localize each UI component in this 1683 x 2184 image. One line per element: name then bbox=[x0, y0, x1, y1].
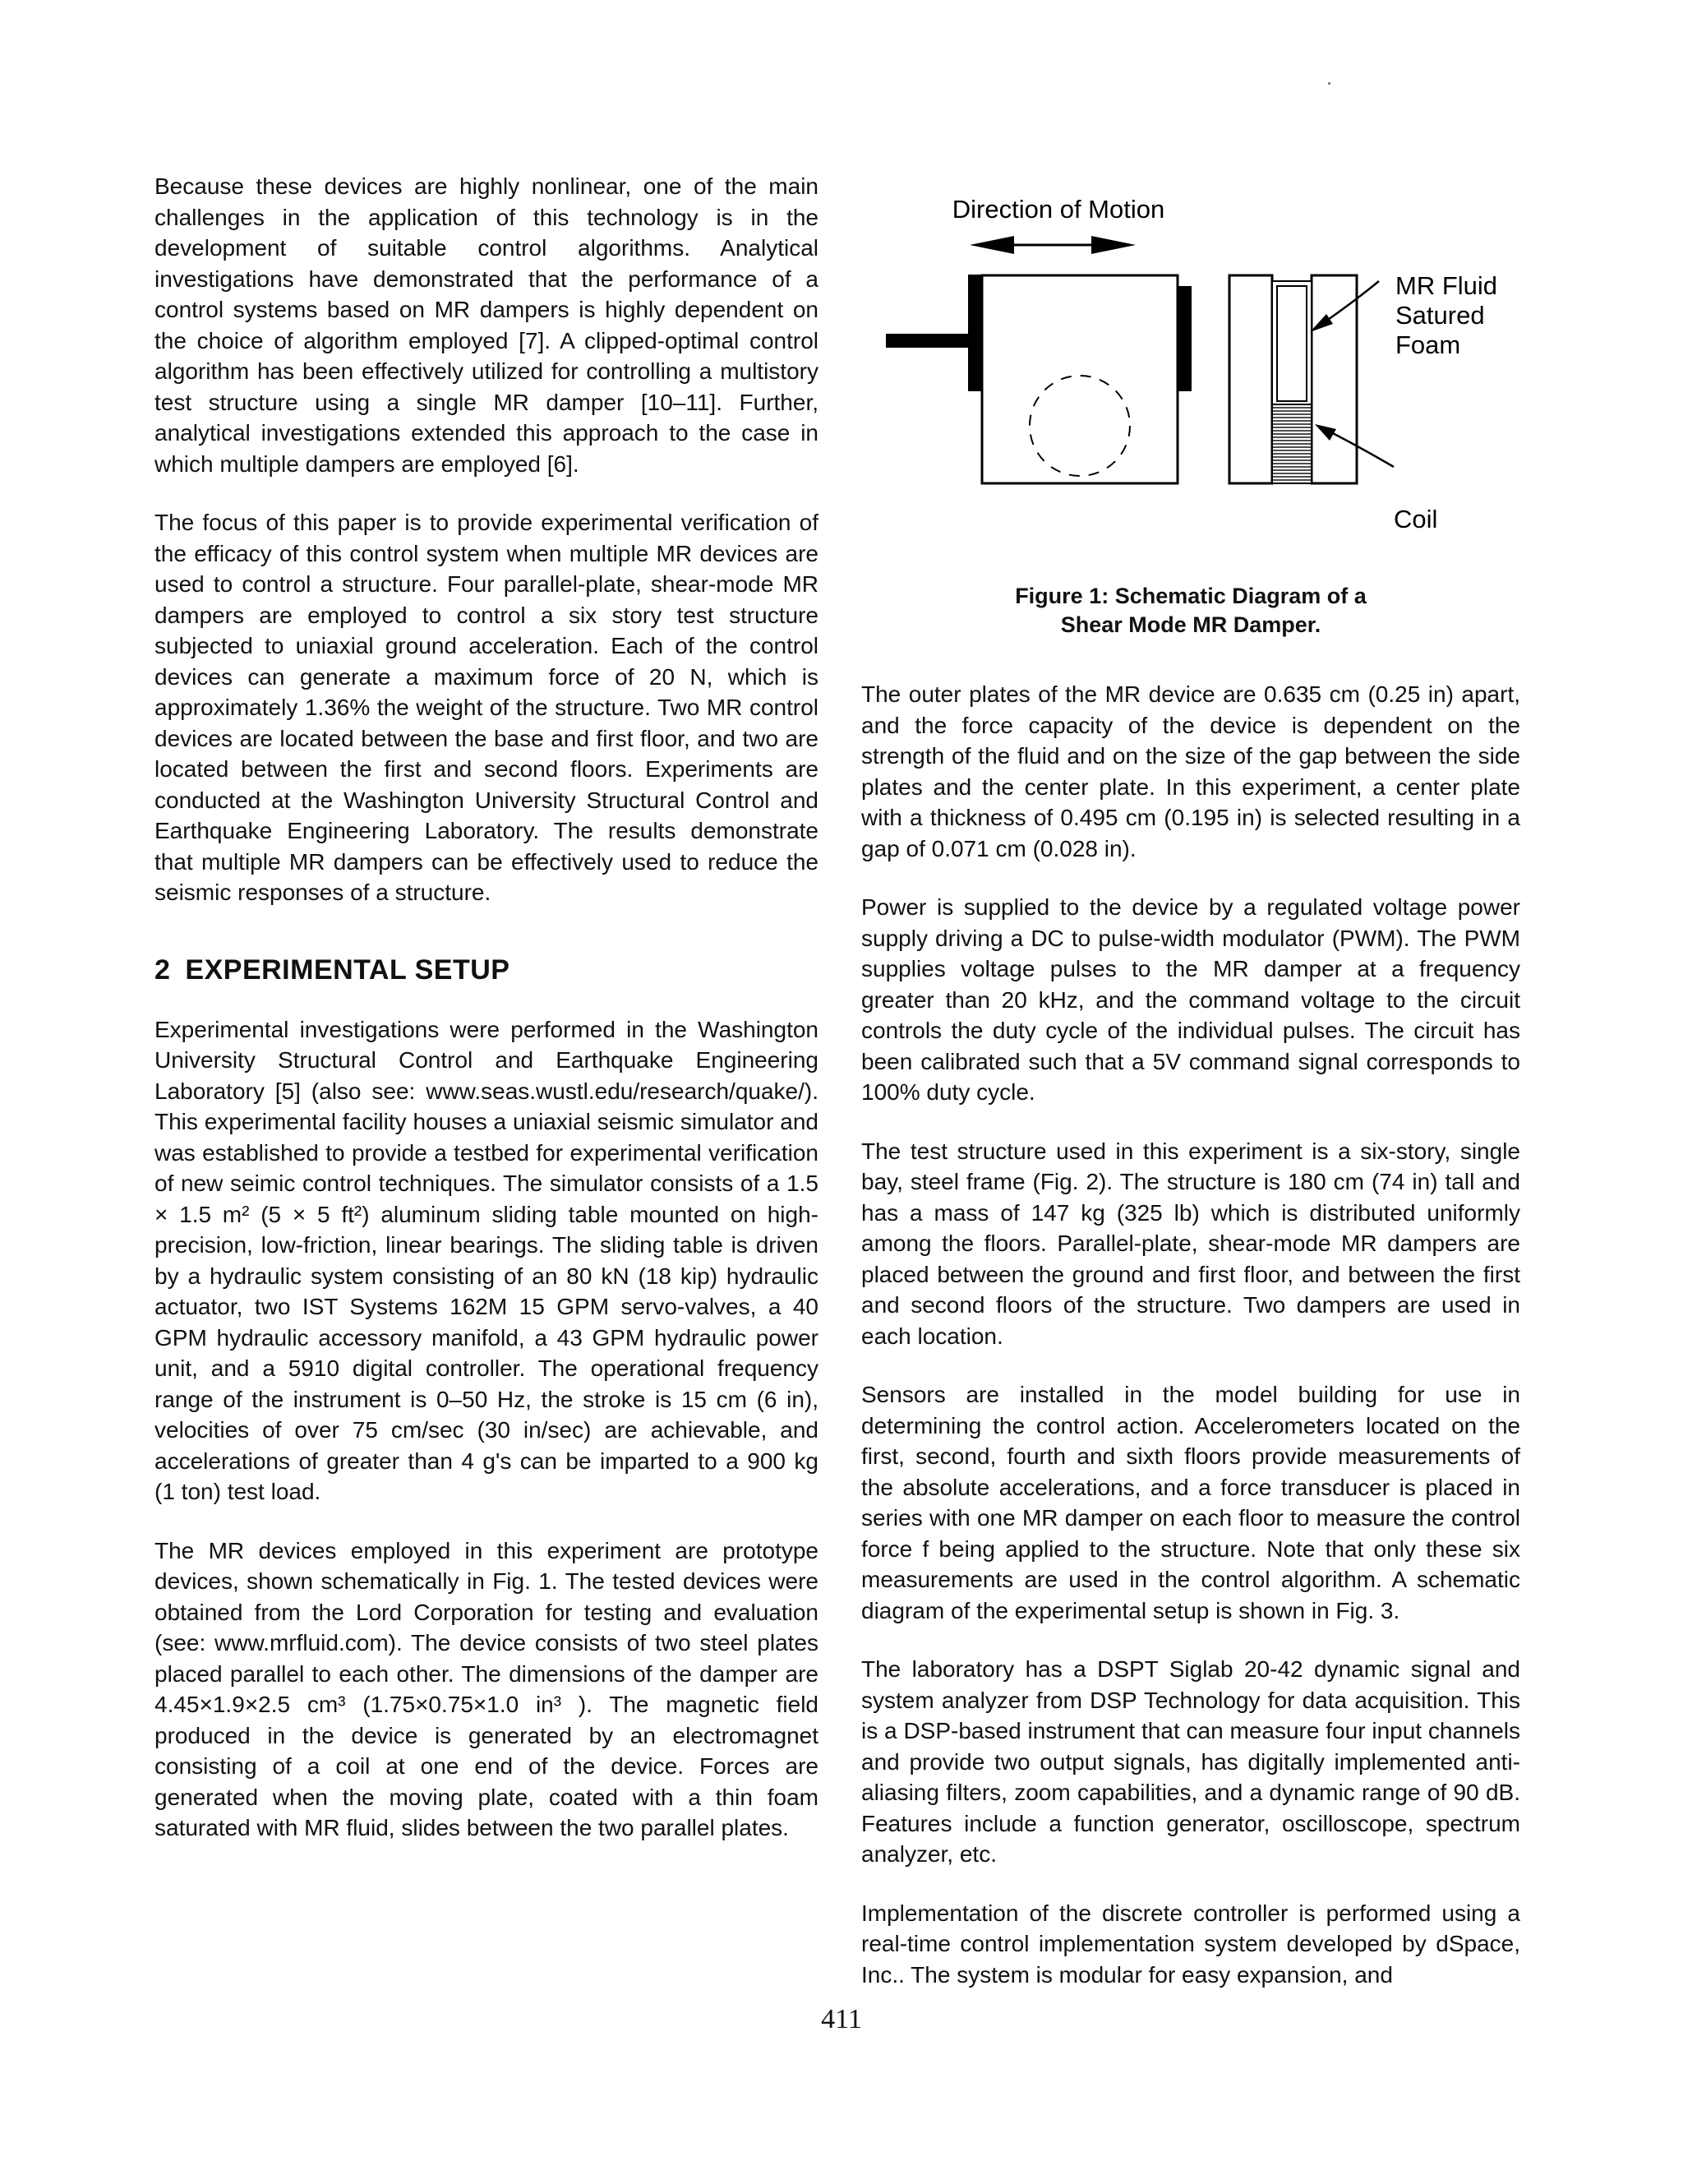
section-title: EXPERIMENTAL SETUP bbox=[185, 953, 510, 986]
paragraph: The laboratory has a DSPT Siglab 20-42 dynamic signal and system analyzer from DSP Technology for data acquisition. This is a DSP-based instrument that can measure four input channels and provide two output signals, has digitally implemented anti-aliasing filters, zoom capabilities, and a dynamic range of 90 dB. Features include a function generator, oscilloscope, spectrum analyzer, etc. bbox=[861, 1656, 1520, 1867]
caption-line: Shear Mode MR Damper. bbox=[1060, 612, 1321, 637]
damper-side-view bbox=[1229, 275, 1357, 483]
paragraph: Sensors are installed in the model building for use in determining the control action. Accelerometers located on the first, second, fourth and sixth floors provide measurements of the absolute accelerations, and a force transducer is placed in series with one MR damper on each floor to measure the control force f being applied to the structure. Note that only these six measurements are used in the control algorithm. A schematic diagram of the experimental setup is shown in Fig. 3. bbox=[861, 1382, 1520, 1623]
section-heading bbox=[154, 954, 818, 986]
paragraph: Because these devices are highly nonlinear, one of the main challenges in the application of this technology is in the development of suitable control algorithms. Analytical investigations have demonstrated that the performance of a control systems based on MR dampers is highly dependent on the choice of algorithm employed [7]. A clipped-optimal control algorithm has been effectively utilized for controlling a multistory test structure using a single MR damper [10–11]. Further, analytical investigations extended this approach to the case in which multiple dampers are employed [6]. bbox=[154, 173, 818, 477]
paragraph: Experimental investigations were performed in the Washington University Structural Control and Earthquake Engineering Laboratory [5] (also see: www.seas.wustl.edu/research/quake/). This experimental facility houses a uniaxial seismic simulator and was established to provide a testbed for experimental verification of new seimic control techniques. The simulator consists of a 1.5 × 1.5 m² (5 × 5 ft²) aluminum sliding table mounted on high-precision, low-friction, linear bearings. The sliding table is driven by a hydraulic system consisting of an 80 kN (18 kip) hydraulic actuator, two IST Systems 162M 15 GPM servo-valves, a 40 GPM hydraulic accessory manifold, a 43 GPM hydraulic power unit, and a 5910 digital controller. The operational frequency range of the instrument is 0–50 Hz, the stroke is 15 cm (6 in), velocities of over 75 cm/sec (30 in/sec) are achievable, and accelerations of greater than 4 g's can be imparted to a 900 kg (1 ton) test load. bbox=[154, 1016, 818, 1504]
double-arrow-icon bbox=[970, 236, 1136, 254]
paragraph: The focus of this paper is to provide experimental verification of the efficacy of this control system when multiple MR devices are used to control a structure. Four parallel-plate, shear-mode MR dampers are employed to control a six story test structure subjected to uniaxial ground acceleration. Each of the control devices can generate a maximum force of 20 N, which is approximately 1.36% the weight of the structure. Two MR control devices are located between the base and first floor, and two are located between the first and second floors. Experiments are conducted at the Washington University Structural Control and Earthquake Engineering Laboratory. The results demonstrate that multiple MR dampers can be effectively used to reduce the seismic responses of a structure. bbox=[154, 510, 818, 905]
paragraph: Implementation of the discrete controller is performed using a real-time control implementation system developed by dSpace, Inc.. The system is modular for easy expansion, and bbox=[861, 1900, 1520, 1988]
right-column bbox=[861, 679, 1520, 2018]
section-number: 2 bbox=[154, 953, 171, 986]
figure-1 bbox=[861, 189, 1520, 649]
scan-speck bbox=[1328, 82, 1330, 85]
direction-label: Direction of Motion bbox=[952, 195, 1165, 224]
fluid-label: Foam bbox=[1395, 330, 1461, 359]
left-column bbox=[154, 171, 818, 1872]
fluid-label: Satured bbox=[1395, 301, 1485, 330]
moving-plate bbox=[886, 275, 1192, 483]
paragraph: The outer plates of the MR device are 0.635 cm (0.25 in) apart, and the force capacity of the device is dependent on the strength of the fluid and on the size of the gap between the side plates and the center plate. In this experiment, a center plate with a thickness of 0.495 cm (0.195 in) is selected resulting in a gap of 0.071 cm (0.028 in). bbox=[861, 681, 1520, 861]
page-number: 411 bbox=[821, 2004, 862, 2034]
paragraph: The MR devices employed in this experiment are prototype devices, shown schematically in Fig. 1. The tested devices were obtained from the Lord Corporation for testing and evaluation (see: www.mrfluid.com). The device consists of two steel plates placed parallel to each other. The dimensions of the damper are 4.45×1.9×2.5 cm³ (1.75×0.75×1.0 in³ ). The magnetic field produced in the device is generated by an electromagnet consisting of a coil at one end of the device. Forces are generated when the moving plate, coated with a thin foam saturated with MR fluid, slides between the two parallel plates. bbox=[154, 1537, 818, 1840]
fluid-label: MR Fluid bbox=[1395, 271, 1498, 300]
caption-line: Figure 1: Schematic Diagram of a bbox=[1015, 584, 1367, 608]
coil-label: Coil bbox=[1394, 505, 1438, 533]
damper-schematic bbox=[861, 189, 1520, 559]
paragraph: The test structure used in this experiment is a six-story, single bay, steel frame (Fig. 2). The structure is 180 cm (74 in) tall and has a mass of 147 kg (325 lb) which is distributed uniformly among the floors. Parallel-plate, shear-mode MR dampers are placed between the ground and first floor, and between the first and second floors of the structure. Two dampers are used in each location. bbox=[861, 1138, 1520, 1349]
figure-caption bbox=[861, 582, 1520, 640]
paragraph: Power is supplied to the device by a regulated voltage power supply driving a DC to pulse-width modulator (PWM). The PWM supplies voltage pulses to the MR damper at a frequency greater than 20 kHz, and the command voltage to the circuit controls the duty cycle of the individual pulses. The circuit has been calibrated such that a 5V command signal corresponds to 100% duty cycle. bbox=[861, 894, 1520, 1105]
